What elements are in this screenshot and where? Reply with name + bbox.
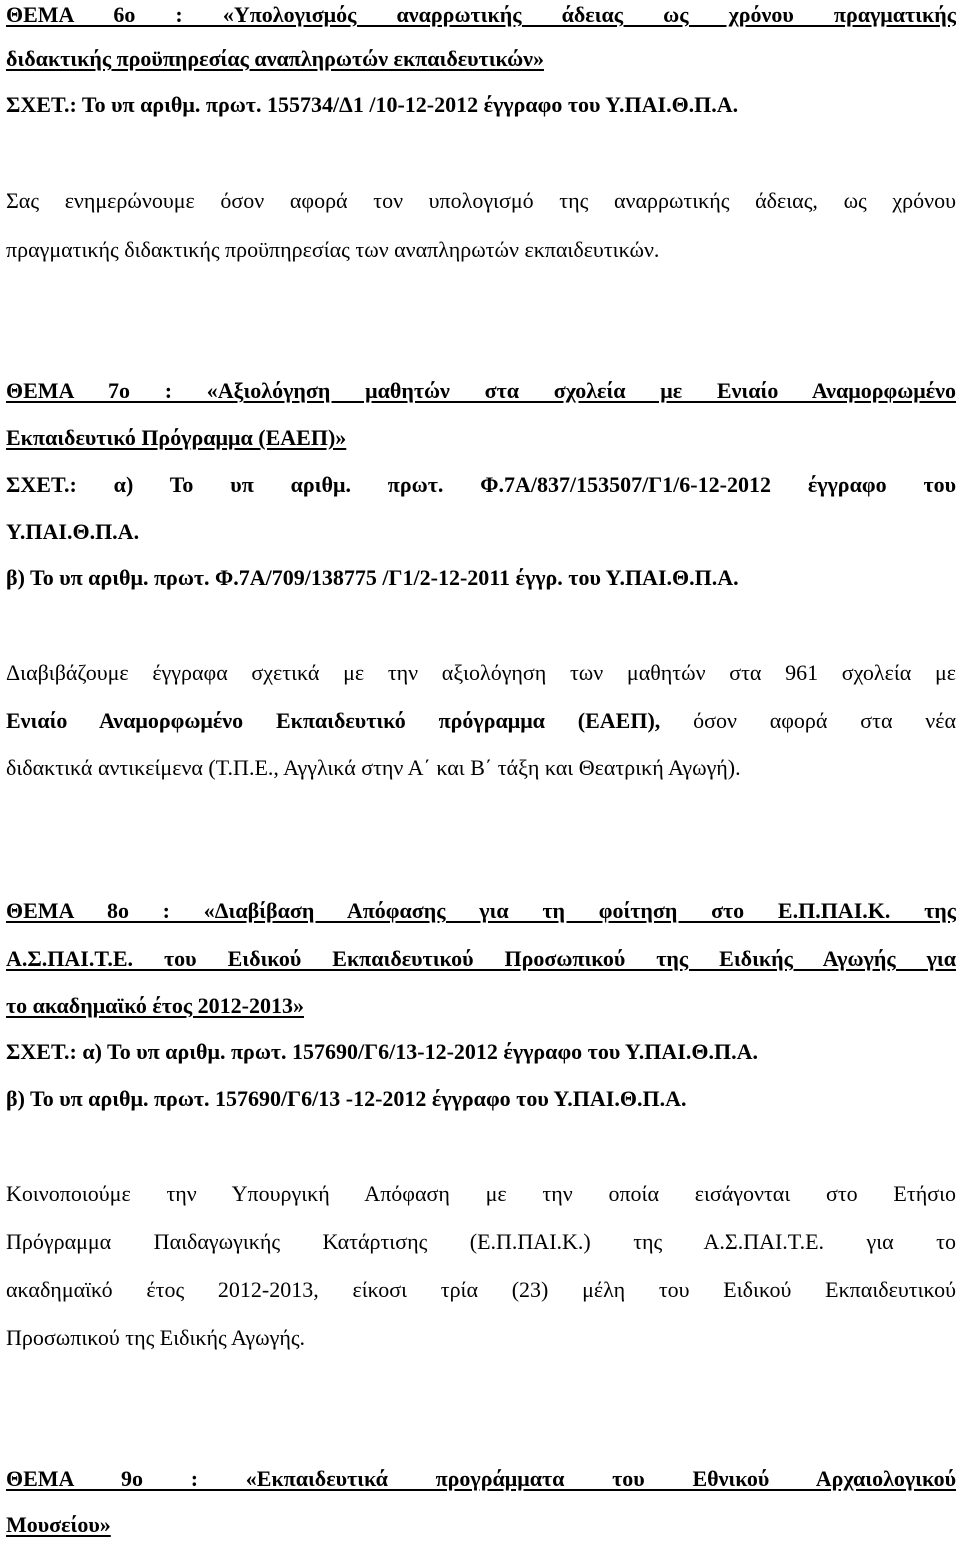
topic8-reference-b: β) Το υπ αριθμ. πρωτ. 157690/Γ6/13 -12-2012 έγγραφο του Υ.ΠΑΙ.Θ.Π.Α. — [6, 1086, 687, 1111]
topic7-body-program-name: Ενιαίο Αναμορφωμένο Εκπαιδευτικό πρόγραμμα (ΕΑΕΠ), — [6, 708, 661, 733]
topic7-reference-a: ΣΧΕΤ.: α) Το υπ αριθμ. πρωτ. Φ.7Α/837/153507/Γ1/6-12-2012 έγγραφο του — [6, 472, 956, 497]
topic8-title-line1: ΘΕΜΑ 8ο : «Διαβίβαση Απόφασης για τη φοίτηση στο Ε.Π.ΠΑΙ.Κ. της — [6, 898, 956, 923]
topic7-title-line2: Εκπαιδευτικό Πρόγραμμα (ΕΑΕΠ)» — [6, 425, 347, 450]
topic8-body-line2: Πρόγραμμα Παιδαγωγικής Κατάρτισης (Ε.Π.ΠΑΙ.Κ.) της Α.Σ.ΠΑΙ.Τ.Ε. για το — [6, 1229, 956, 1254]
topic8-body-line3: ακαδημαϊκό έτος 2012-2013, είκοσι τρία (23) μέλη του Ειδικού Εκπαιδευτικού — [6, 1277, 956, 1302]
topic8-title-line3: το ακαδημαϊκό έτος 2012-2013» — [6, 993, 304, 1018]
topic7-reference-b: β) Το υπ αριθμ. πρωτ. Φ.7Α/709/138775 /Γ1/2-12-2011 έγγρ. του Υ.ΠΑΙ.Θ.Π.Α. — [6, 565, 739, 590]
topic9-title-line1: ΘΕΜΑ 9ο : «Εκπαιδευτικά προγράμματα του Εθνικού Αρχαιολογικού — [6, 1466, 956, 1491]
topic8-body-line1: Κοινοποιούμε την Υπουργική Απόφαση με την οποία εισάγονται στο Ετήσιο — [6, 1181, 956, 1206]
topic7-body-line2-rest: όσον αφορά στα νέα — [660, 708, 956, 733]
topic9-title-line2: Μουσείου» — [6, 1512, 111, 1537]
topic8-body-line4: Προσωπικού της Ειδικής Αγωγής. — [6, 1325, 306, 1350]
topic7-body-line3: διδακτικά αντικείμενα (Τ.Π.Ε., Αγγλικά στην Α΄ και Β΄ τάξη και Θεατρική Αγωγή). — [6, 755, 741, 780]
topic8-title-line2: Α.Σ.ΠΑΙ.Τ.Ε. του Ειδικού Εκπαιδευτικού Προσωπικού της Ειδικής Αγωγής για — [6, 946, 956, 971]
topic7-body-line1: Διαβιβάζουμε έγγραφα σχετικά με την αξιολόγηση των μαθητών στα 961 σχολεία με — [6, 660, 956, 685]
topic6-body-line2: πραγματικής διδακτικής προϋπηρεσίας των αναπληρωτών εκπαιδευτικών. — [6, 237, 660, 262]
topic6-title-line1: ΘΕΜΑ 6ο : «Υπολογισμός αναρρωτικής άδειας ως χρόνου πραγματικής — [6, 2, 956, 27]
topic6-body-line1: Σας ενημερώνουμε όσον αφορά τον υπολογισμό της αναρρωτικής άδειας, ως χρόνου — [6, 188, 956, 213]
topic7-body-line2 — [6, 708, 956, 734]
topic7-title-line1: ΘΕΜΑ 7ο : «Αξιολόγηση μαθητών στα σχολεία με Ενιαίο Αναμορφωμένο — [6, 378, 956, 403]
topic8-reference-a: ΣΧΕΤ.: α) Το υπ αριθμ. πρωτ. 157690/Γ6/13-12-2012 έγγραφο του Υ.ΠΑΙ.Θ.Π.Α. — [6, 1039, 758, 1064]
topic6-reference: ΣΧΕΤ.: Το υπ αριθμ. πρωτ. 155734/Δ1 /10-12-2012 έγγραφο του Υ.ΠΑΙ.Θ.Π.Α. — [6, 92, 739, 117]
topic6-title-line2: διδακτικής προϋπηρεσίας αναπληρωτών εκπαιδευτικών» — [6, 46, 545, 71]
topic7-reference-a-cont: Υ.ΠΑΙ.Θ.Π.Α. — [6, 519, 140, 544]
